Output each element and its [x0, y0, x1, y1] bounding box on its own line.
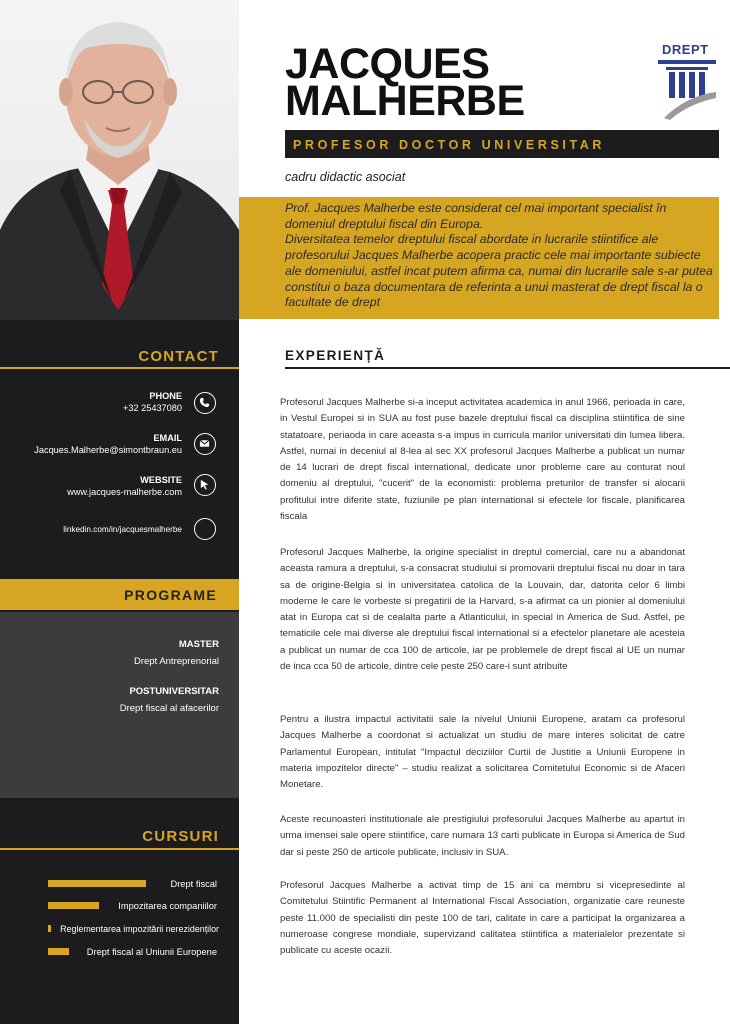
course-level-bar [48, 925, 51, 932]
course-level-bar [48, 948, 69, 955]
experience-paragraph: Pentru a ilustra impactul activitatii sale la nivelul Uniunii Europene, aratam ca profesorul Jacques Malherbe a coordonat si actualizat un studiu de mare interes solicitat de catre Parlamentul European, intitulat "Impactul deciziilor Curtii de Justitie a Uniunii Europene in materia impozitelor directe" – studiu realizat a solicitarea Comitetului Economic si de Afaceri Monetare. [280, 714, 685, 791]
contact-email [34, 432, 182, 456]
experienta-divider [285, 367, 730, 369]
course-label: Drept fiscal [170, 879, 217, 889]
phone-label: PHONE [149, 391, 182, 401]
programe-heading: PROGRAME [124, 587, 217, 603]
phone-icon [194, 392, 216, 414]
experienta-heading: EXPERIENȚĂ [285, 348, 386, 363]
email-icon [194, 433, 216, 455]
programe-item-value: Drept fiscal al afacerilor [119, 703, 219, 714]
experience-paragraph: Profesorul Jacques Malherbe, la origine specialist in dreptul comercial, care nu a abandonat aceasta ramura a dreptului, s-a consacrat studiului si promovarii dreptului fiscal nu doar in tara sa de origine-Belgia si in universitatea catolica de la Louvain, dar, datorita celor 6 limbi moderne le care le vorbeste si pregatirii de la Harvard, s-a afirmat ca un pionier al domeniului atat in Europa cat si de cealalta parte a Atlanticului, in special in America de Sud. Astfel, pe tematicile cele mai diverse ale dreptului fiscal international si a efectelor planetare ale acesteia a publicat un numar de cca 100 de articole, iar pe problemele de drept fiscal al UE un numar de inca cca 50 de articole, dintre cele peste 250 care-i sunt atribuite [280, 547, 685, 673]
column-icon [656, 58, 718, 128]
programe-item [120, 683, 219, 717]
cursuri-divider [0, 848, 239, 850]
sidebar [0, 0, 239, 1024]
intro-box [239, 197, 719, 319]
course-label: Impozitarea companiilor [118, 901, 217, 911]
cursor-icon [194, 474, 216, 496]
name-first: JACQUES [285, 40, 490, 88]
course-level-bar [48, 902, 99, 909]
programe-item-value: Drept Antreprenorial [133, 656, 219, 667]
title-bar [285, 130, 719, 158]
programe-item-label: MASTER [178, 639, 219, 650]
programe-item-label: POSTUNIVERSITAR [129, 686, 219, 697]
linkedin-value[interactable]: linkedin.com/in/jacquesmalherbe [63, 525, 182, 534]
course-label: Drept fiscal al Uniunii Europene [86, 947, 217, 957]
cursuri-heading: CURSURI [142, 828, 219, 845]
website-value[interactable]: www.jacques-malherbe.com [67, 487, 182, 497]
job-subtitle: cadru didactic asociat [285, 170, 406, 184]
contact-divider [0, 367, 239, 369]
linkedin-icon [194, 518, 216, 540]
email-value[interactable]: Jacques.Malherbe@simontbraun.eu [34, 445, 182, 455]
phone-value[interactable]: +32 25437080 [122, 403, 182, 413]
programe-header [0, 579, 239, 610]
course-label: Reglementarea impozitării nerezidenților [60, 924, 219, 934]
name-last: MALHERBE [285, 77, 525, 125]
profile-photo [0, 0, 239, 320]
intro-text: Prof. Jacques Malherbe este considerat cel mai important specialist în domeniul dreptului fiscal din Europa. Diversitatea temelor dreptului fiscal abordate in lucrarile stiintifice ale profesorului Jacques Malherbe acopera practic cele mai importante subiecte ale domeniului, astfel incat putem afirma ca, numai din lucrarile sale s-ar putea constitui o baza documentara de referinta a unui masterat de drept fiscal la o facultate de drept [285, 201, 713, 310]
contact-website [67, 474, 182, 498]
person-name [285, 40, 525, 125]
contact-heading: CONTACT [138, 348, 219, 365]
experience-paragraph: Aceste recunoasteri institutionale ale prestigiului profesorului Jacques Malherbe au apartut in urma imensei sale opere stiintifice, care numara 13 carti publicate in Europa si America de Sud dar si peste 250 de articole publicate, inclusiv in SUA. [280, 814, 685, 858]
website-label: WEBSITE [140, 475, 182, 485]
programe-body [0, 612, 239, 798]
experience-paragraph: Profesorul Jacques Malherbe a activat timp de 15 ani ca membru si vicepresedinte al Comitetului Stiintific Permanent al International Fiscal Association, organizatie care reuneste peste 11.000 de specialisti din peste 100 de tari, calitate in care a participat la organizarea a numeroase congrese mondiale, supervizand calitatea stiintifica a materialelor prezentate si publicate cu aceste ocazii. [280, 880, 685, 957]
programe-item [134, 636, 219, 670]
experience-paragraph: Profesorul Jacques Malherbe si-a inceput activitatea academica in anul 1966, perioada in care, in Vestul Europei si in SUA au fost puse bazele dreptului fiscal ca disciplina stiintifica de sine statatoare, periaoda in care aceasta s-a impus in curricula marilor universitati din lumea libera. Astfel, numai in deceniul al 8-lea al sec XX profesorul Jacques Malherbe a publicat un numar de 14 lucrari de drept fiscal international, dedicate unor probleme care au conturat noul domeniu al dreptului, "cucerit" de la economisti: problema preturilor de transfer si alocarii profitului intre diferite state, fuziunile pe plan international si efectele lor fiscale, planificarea fiscala [280, 397, 685, 523]
drept-logo [656, 42, 718, 128]
job-title: PROFESOR DOCTOR UNIVERSITAR [293, 138, 606, 152]
email-label: EMAIL [153, 433, 182, 443]
course-level-bar [48, 880, 146, 887]
contact-phone [123, 390, 182, 414]
logo-text: DREPT [662, 42, 709, 57]
